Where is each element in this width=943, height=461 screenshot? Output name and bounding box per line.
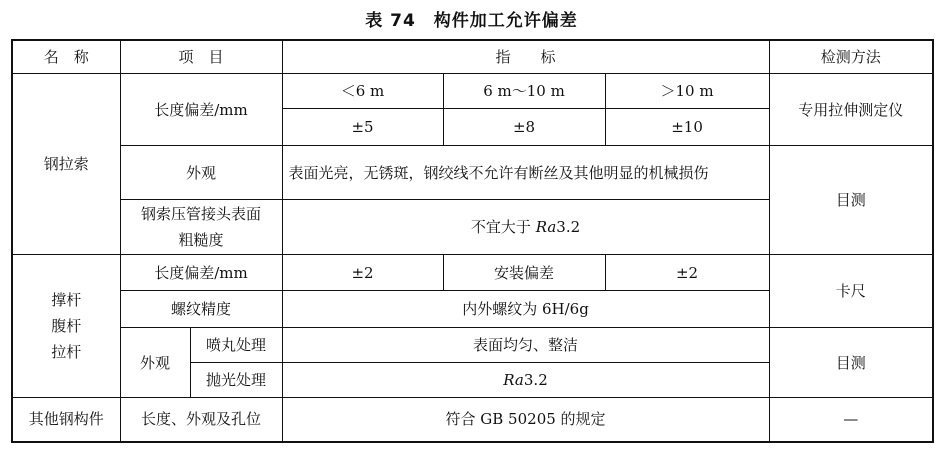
cable-visual-method: 目测 xyxy=(769,146,933,255)
rods-shot-value: 表面均匀、整洁 xyxy=(282,328,769,363)
table-row xyxy=(12,255,933,291)
cable-range-small: ＜6 m xyxy=(282,74,443,109)
cable-range-mid: 6 m～10 m xyxy=(443,74,605,109)
other-value: 符合 GB 50205 的规定 xyxy=(282,398,769,442)
header-index: 指 标 xyxy=(282,40,769,74)
rods-length-tol: ±2 xyxy=(282,255,443,291)
cable-joint-symbol: Ra xyxy=(535,218,557,236)
rods-visual-method: 目测 xyxy=(769,328,933,398)
tolerance-table xyxy=(11,39,934,443)
table-row xyxy=(12,398,933,442)
cable-name: 钢拉索 xyxy=(12,74,120,255)
cable-joint-number: 3.2 xyxy=(556,218,581,236)
table-row xyxy=(12,328,933,363)
header-name: 名 称 xyxy=(12,40,120,74)
rods-polish-item: 抛光处理 xyxy=(190,363,282,398)
cable-tol-small: ±5 xyxy=(282,109,443,146)
table-title: 表 74 构件加工允许偏差 xyxy=(365,11,578,31)
rods-install-item: 安装偏差 xyxy=(443,255,605,291)
other-method: — xyxy=(769,398,933,442)
cable-range-large: ＞10 m xyxy=(605,74,769,109)
header-item: 项 目 xyxy=(120,40,282,74)
header-method: 检测方法 xyxy=(769,40,933,74)
rods-thread-value: 内外螺纹为 6H/6g xyxy=(282,291,769,328)
cable-joint-item: 钢索压管接头表面粗糙度 xyxy=(120,200,282,255)
other-name: 其他钢构件 xyxy=(12,398,120,442)
table-row xyxy=(12,146,933,200)
rods-polish-symbol: Ra xyxy=(503,371,524,389)
cable-joint-prefix: 不宜大于 xyxy=(470,218,536,236)
table-row xyxy=(12,74,933,109)
header-row xyxy=(12,40,933,74)
rods-thread-item: 螺纹精度 xyxy=(120,291,282,328)
cable-length-item: 长度偏差/mm xyxy=(120,74,282,146)
rods-polish-value xyxy=(282,363,769,398)
rods-install-tol: ±2 xyxy=(605,255,769,291)
cable-length-method: 专用拉伸测定仪 xyxy=(769,74,933,146)
cable-appearance-item: 外观 xyxy=(120,146,282,200)
cable-joint-value xyxy=(282,200,769,255)
cable-tol-large: ±10 xyxy=(605,109,769,146)
other-item: 长度、外观及孔位 xyxy=(120,398,282,442)
rods-appearance-item: 外观 xyxy=(120,328,190,398)
rods-caliper-method: 卡尺 xyxy=(769,255,933,328)
rods-shot-item: 喷丸处理 xyxy=(190,328,282,363)
rods-name: 撑杆腹杆拉杆 xyxy=(12,255,120,398)
rods-polish-number: 3.2 xyxy=(523,371,548,389)
rods-length-item: 长度偏差/mm xyxy=(120,255,282,291)
cable-tol-mid: ±8 xyxy=(443,109,605,146)
cable-appearance-value: 表面光亮，无锈斑，钢绞线不允许有断丝及其他明显的机械损伤 xyxy=(282,146,769,200)
